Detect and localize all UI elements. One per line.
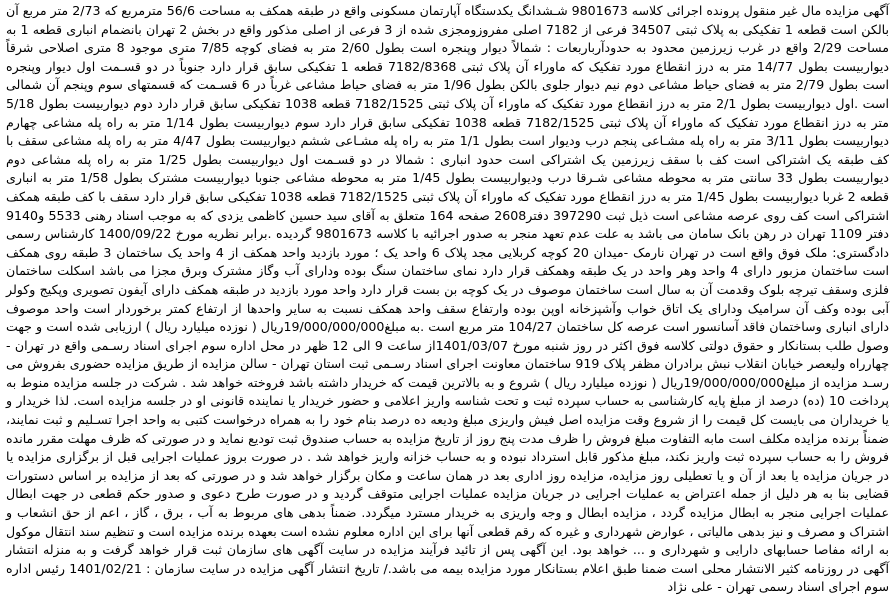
auction-notice-text: آگهی مزایده مال غیر منقول پرونده اجرائی کلاسه 9801673 شـشدانگ یکدستگاه آپارتمان مسکونی واقع در طبقه همکف به مساحت 56/6 مترمربع که 2/73 متر مربع آن بالکن است قطعه 1 تفکیکی به پلاک ثبتی 34507 فرعی از 7182 اصلی مفروزومجزی شده از 3 فرعی از اصلی مذکور واقع در بخش 2 تهران بانضمام انباری قطعه 1 به مساحت 2/29 واقع در غرب زیرزمین محدود به حدودآرباربعات : شمالاً دیوار وپنجره است بطول 2/60 متر به فضای کوچه 7/85 متری موجود 8 متری اصلاحی شرقاً دیواربیست بطول 14/77 متر به درز انقطاع مورد تفکیک که ماوراء آن پلاک ثبتی 7182/8368 قطعه 1 تفکیکی سابق قرار دارد جنوباً در دو قسـمت اول دیوار وپنجره است بطول 2/79 متر به فضای حیاط مشاعی دوم نیم دیوار جلوی بالکن بطول 1/96 متر به فضای حیاط مشاعی غرباً در 6 قسـمت که قسمتهای سوم وپنجم آن شمالی است .اول دیواربیست بطول 2/1 متر به درز انقطاع مورد تفکیک که ماوراء آن پلاک ثبتی 7182/1525 قطعه 1038 تفکیکی سابق قرار دارد دوم دیواربیست بطول 5/18 متر به درز انقطاع مورد تفکیک که ماوراء آن پلاک ثبتی 7182/1525 قطعه 1038 تفکیکی سابق قرار دارد سوم دیواربیست بطول 1/14 متر به راه پله مشاعی چهارم دیواربیست بطول 3/11 متر به راه پله مشـاعی پنجم درب ودیوار است بطول 1/1 متر به راه پله مشـاعی ششم دیواربیست بطول 4/47 متر به راه پله مشاعی سقف با کف طبقه یک اشتراکی است کف با سقف زیرزمین یک اشتراکی است حدود انباری : شمالا در دو قسـمت اول دیواربیست بطول 1/25 متر به راه پله مشاعی دوم دیواربیست بطول 33 سانتی متر به محوطه مشاعی شـرقا درب ودیواربیست بطول 1/45 متر به محوطه مشاعی جنوبا دیواربیست مشترک بطول 1/58 متر به انباری قطعه 2 غربا دیواربیست بطول 1/45 متر به درز انقطاع مورد تفکیک که ماوراء آن پلاک ثبتی 7182/1525 قطعه 1038 تفکیکی سابق قرار دارد سقف با کف طبقه همکف اشتراکی است کف روی عرصه مشاعی است ذیل ثبت 397290 دفتر2608 صفحه 164 متعلق به آقای سید حسین کاظمی یزدی که به موجب اسناد رهنی 5533 و9140 دفتر 1109 تهران در رهن بانک سامان می باشد به علت عدم تعهد منجر به صدور اجرائیه با کلاسه 9801673 گردیده .برابر نظریه مورخ 1400/09/22 کارشناس رسمی دادگستری: ملک فوق واقع است در تهران نارمک -میدان 20 کوچه کربلایی مجد پلاک 6 واحد یک ؛ مورد بازدید واحد همکف از 4 واحد یک ساختمان 3 طبقه روی همکف است ساختمان مزبور دارای 4 واحد وهر واحد در یک طبقه وهمکف قرار دارد نمای ساختمان سنگ بوده ودارای آب وگاز مشترک وبرق مجزا می باشد اسکلت ساختمان فلزی وسقف تیرچه بلوک وقدمت آن به سال است ساختمان موصوف در یک کوچه بن بست قرار دارد واحد مورد بازدید در طبقه همکف دارای آیفون تصویری وپکیج وکولر آبی بوده وکف آن سرامیک ودارای یک اتاق خواب وآشپزخانه اوپن بوده وارتفاع سقف واحد همکف نسبت به سایر واحدها از ارتفاع کمتر برخوردار است واحد موصوف دارای انباری وساختمان فاقد آسانسور است عرصه کل ساختمان 104/27 متر مربع است .به مبلغ19/000/000/000ریال ( نوزده میلیارد ریال ) ارزیابی شده است و جهت وصول طلب بستانکار و حقوق دولتی کلاسه فوق اکثر در روز شنبه مورخ 1401/03/07از ساعت 9 الی 12 ظهر در محل اداره سوم اجرای اسناد رسـمی واقع در تهران - چهارراه ولیعصر خیابان انقلاب نبش برادران مظفر پلاک 919 ساختمان معاونت اجرای اسناد رسـمی ثبت استان تهران - سالن مزایده از طریق مزایده حضوری بفروش می رسـد مزایده از مبلغ19/000/000/000ریال ( نوزده میلیارد ریال ) شروع و به بالاترین قیمت که خریدار داشته باشد فروخته خواهد شد . شرکت در جلسه مزایده منوط به پرداخت 10 (ده) درصد از مبلغ پایه کارشناسی به حساب سپرده ثبت و تحت شناسه واریز اعلامی و حضور خریدار یا نماینده قانونی او در جلسه مزایده است. لذا خریدار و یا خریداران می بایست کل قیمت را از شروع وقت مزایده اصل فیش واریزی مبلغ ودیعه ده درصد بنام خود را به همراه درخواست کتبی به واحد اجرا تسـلیم و ثبت نمایند، ضمناً برنده مزایده مکلف است مابه التفاوت مبلغ فروش را ظرف مدت پنج روز از تاریخ مزایده به حساب صندوق ثبت تودیع نماید و در صورتی که ظرف مهلت مقرر مانده فروش را به حساب سپرده ثبت واریز نکند، مبلغ مذکور قابل استرداد نبوده و به حساب خزانه واریز خواهد شد . در صورت بروز عملیات اجرایی قبل از برگزاری مزایده یا در جریان مزایده یا بعد از آن و یا تعطیلی روز مزایده، مزایده روز اداری بعد در همان ساعت و مکان برگزار خواهد شد و در صورتی که بعد از مزایده بر اساس دستورات قضایی بنا به هر دلیل از جمله اعتراض به عملیات اجرایی در جریان مزایده عملیات اجرایی متوقف گردید و در صورت طرح دعوی و صدور حکم قطعی در جهت ابطال عملیات اجرایی منجر به ابطال مزایده گردد ، مزایده ابطال و وجه واریزی به خریدار مسترد میگردد. ضمناً بدهی های مربوط به آب ، برق ، گاز ، اعم از حق انشعاب و اشتراک و مصرف و نیز بدهی مالیاتی ، عوارض شهرداری و غیره که رقم قطعی آنها برای این اداره معلوم نشده است بعهده برنده مزایده است و تنظیم سند انتقال موکول به ارائه مفاصا حسابهای دارایی و شهرداری و ... خواهد بود. این آگهی پس از تائید فرآیند مزایده در سایت آگهی های سازمان ثبت قرار خواهد گرفت و به منزله انتشار آگهی در روزنامه کثیر الانتشار محلی است ضمنا طبق اعلام بستانکار مورد مزایده بیمه می باشد./ تاریخ انتشار آگهی مزایده در سایت سازمان : 1401/02/21 رئیس اداره سوم اجرای اسناد رسمی تهران - علی نژاد — [6, 3, 890, 595]
